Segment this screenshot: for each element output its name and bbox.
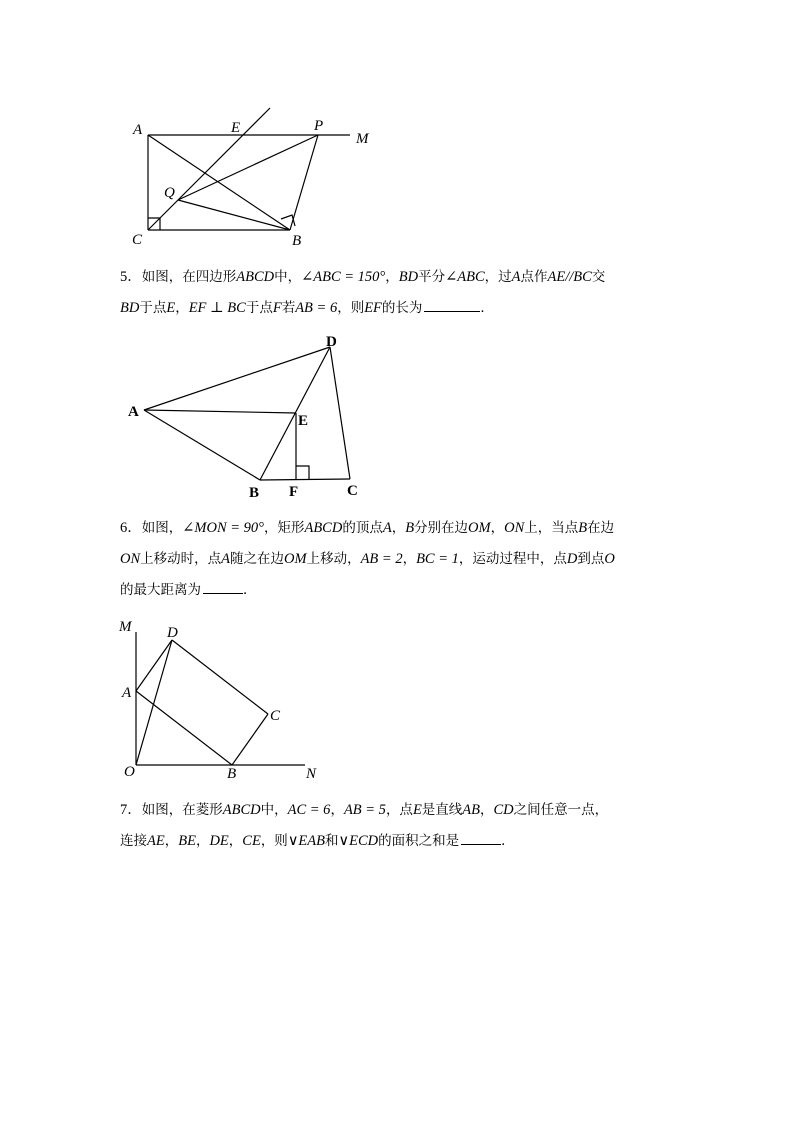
math: ∨ECD	[338, 833, 379, 849]
text: 上，当点	[524, 520, 579, 536]
label-D: D	[326, 334, 337, 350]
answer-blank	[203, 579, 243, 594]
math: CD	[493, 802, 514, 818]
text: 之间任意一点，	[513, 802, 609, 818]
label-P: P	[314, 118, 324, 134]
text: 到点	[577, 551, 605, 567]
figure-4-diagram	[0, 0, 794, 260]
math: BE	[178, 833, 196, 849]
label-Q: Q	[164, 185, 175, 201]
label-F: F	[289, 484, 299, 500]
math: ABCD	[222, 802, 261, 818]
text: 的最大距离为	[120, 582, 201, 598]
text: 交	[591, 269, 606, 285]
math: A	[221, 551, 231, 567]
problem-number: 5．	[120, 269, 142, 285]
answer-blank	[461, 830, 501, 845]
label-A: A	[128, 404, 139, 420]
text: ．	[480, 300, 494, 316]
answer-blank	[424, 297, 480, 312]
text: ，	[480, 802, 494, 818]
math: ON	[120, 551, 141, 567]
text: ，则	[337, 300, 365, 316]
text: 若	[281, 300, 296, 316]
text: 连接	[120, 833, 147, 849]
label-M: M	[356, 131, 369, 147]
label-A: A	[133, 122, 143, 138]
problem-5-text	[120, 262, 680, 324]
label-O: O	[124, 764, 135, 780]
text: ，	[490, 520, 505, 536]
text: 点作	[520, 269, 548, 285]
problem-number: 7．	[120, 802, 142, 818]
math: ∠MON = 90°	[182, 520, 264, 536]
text: ，过	[484, 269, 512, 285]
text: ，	[402, 551, 417, 567]
figure-6-diagram	[0, 610, 794, 790]
figure-5-diagram	[0, 330, 794, 505]
text: 中，	[260, 802, 288, 818]
text: 上移动时，点	[140, 551, 222, 567]
math: A	[511, 269, 521, 285]
text: 如图，在四边形	[141, 269, 237, 285]
math: AC = 6	[287, 802, 331, 818]
text: ．	[243, 582, 257, 598]
text: 分别在边	[414, 520, 469, 536]
label-E: E	[298, 413, 309, 429]
label-C: C	[270, 708, 281, 724]
math: D	[566, 551, 578, 567]
math: ABCD	[236, 269, 275, 285]
label-E: E	[231, 120, 241, 136]
math: AE	[147, 833, 165, 849]
text: 的顶点	[342, 520, 383, 536]
math: B	[405, 520, 415, 536]
text: 的面积之和是	[378, 833, 460, 849]
text: ．	[501, 833, 515, 849]
text: 上移动，	[306, 551, 361, 567]
math: BD	[398, 269, 419, 285]
text: ，	[228, 833, 243, 849]
label-B: B	[292, 233, 302, 249]
math: ∠ABC = 150°	[301, 269, 386, 285]
text: ，	[330, 802, 344, 818]
math: OM	[284, 551, 307, 567]
text: 于点	[139, 300, 167, 316]
math: ∠ABC	[445, 269, 485, 285]
math: AE//BC	[547, 269, 592, 285]
text: ，点	[385, 802, 413, 818]
math: EF	[364, 300, 382, 316]
problem-number: 6．	[120, 520, 142, 536]
math: ∨EAB	[287, 833, 325, 849]
text: 和	[325, 833, 339, 849]
text: 如图，	[141, 520, 183, 536]
label-D: D	[167, 625, 178, 641]
math: ABCD	[304, 520, 343, 536]
math: AB = 5	[343, 802, 386, 818]
problem-7-text	[120, 795, 680, 857]
text: ，	[195, 833, 210, 849]
math: EF ⊥ BC	[188, 300, 246, 316]
text: 随之在边	[230, 551, 285, 567]
label-C: C	[132, 232, 143, 248]
label-M: M	[119, 619, 132, 635]
text: ，	[175, 300, 189, 316]
text: 平分	[418, 269, 446, 285]
text: ，矩形	[263, 520, 305, 536]
math: CE	[242, 833, 261, 849]
text: ，运动过程中，点	[458, 551, 567, 567]
text: 是直线	[421, 802, 463, 818]
math: ON	[504, 520, 525, 536]
math: BC = 1	[416, 551, 459, 567]
math: E	[412, 802, 422, 818]
label-C: C	[347, 483, 358, 499]
text: 如图，在菱形	[141, 802, 223, 818]
label-N: N	[306, 766, 317, 782]
text: ，	[164, 833, 179, 849]
label-B: B	[227, 766, 237, 782]
text: ，	[391, 520, 406, 536]
math: AB	[462, 802, 481, 818]
math: DE	[209, 833, 229, 849]
text: 于点	[245, 300, 273, 316]
math: F	[272, 300, 282, 316]
problem-6-text	[120, 513, 680, 606]
label-B: B	[249, 485, 260, 501]
math: A	[382, 520, 392, 536]
math: OM	[468, 520, 491, 536]
text: 中，	[274, 269, 302, 285]
math: O	[604, 551, 615, 567]
math: AB = 2	[360, 551, 403, 567]
math: B	[578, 520, 588, 536]
text: 在边	[587, 520, 615, 536]
text: 的长为	[381, 300, 423, 316]
math: AB = 6	[295, 300, 338, 316]
math: BD	[120, 300, 140, 316]
text: ，则	[260, 833, 288, 849]
math: E	[166, 300, 176, 316]
label-A: A	[122, 685, 132, 701]
text: ，	[385, 269, 399, 285]
